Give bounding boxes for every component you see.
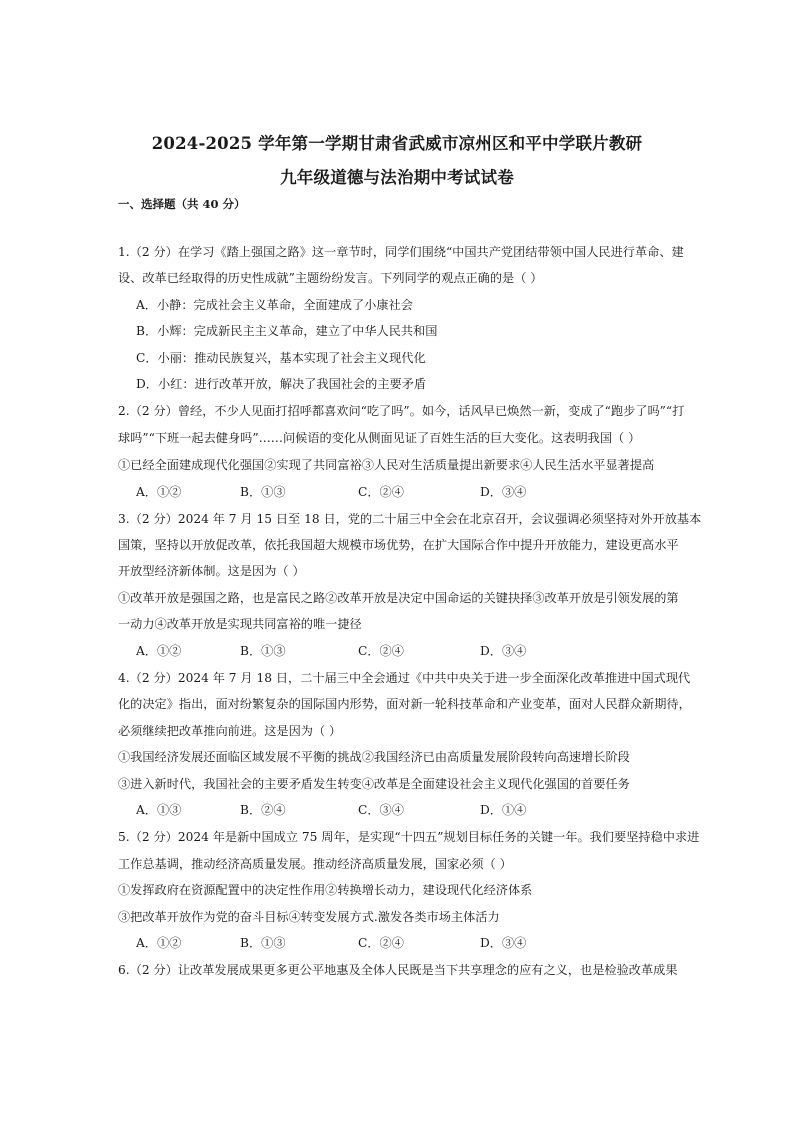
question-5-statements: ③把改革开放作为党的奋斗目标④转变发展方式.激发各类市场主体活力 <box>118 910 500 924</box>
question-4-statements: ①我国经济发展还面临区域发展不平衡的挑战②我国经济已由高质量发展阶段转向高速增长阶段 <box>118 750 630 764</box>
question-5-stem-line: 工作总基调，推动经济高质量发展。推动经济高质量发展，国家必须（ ） <box>118 857 512 871</box>
question-6-stem-line: 6.（2 分）让改革发展成果更多更公平地惠及全体人民既是当下共享理念的应有之义，也是检验改革成果 <box>118 963 678 977</box>
question-4-stem-line: 4.（2 分）2024 年 7 月 18 日，二十届三中全会通过《中共中央关于进一步全面深化改革推进中国式现代 <box>118 671 691 685</box>
question-5-statements: ①发挥政府在资源配置中的决定性作用②转换增长动力，建设现代化经济体系 <box>118 883 533 897</box>
exam-title-line-1: 2024-2025 学年第一学期甘肃省武威市凉州区和平中学联片教研 <box>151 134 643 153</box>
choice-d: D．③④ <box>480 644 527 658</box>
choice-c: C．②④ <box>358 485 404 499</box>
choice-a: A．①② <box>136 485 182 499</box>
exam-title-line-2: 九年级道德与法治期中考试试卷 <box>280 168 514 187</box>
choice-b: B．①③ <box>240 485 286 499</box>
question-5-stem-line: 5.（2 分）2024 年是新中国成立 75 周年，是实现“十四五”规划目标任务的关键一年。我们要坚持稳中求进 <box>118 830 700 844</box>
question-2-stem-line: 球吗”“下班一起去健身吗”……问候语的变化从侧面见证了百姓生活的巨大变化。这表明我国（ ） <box>118 431 641 445</box>
choice-b: B．②④ <box>240 803 286 817</box>
choice-b: B．①③ <box>240 644 286 658</box>
question-3-stem-line: 开放型经济新体制。这是因为（ ） <box>118 564 305 578</box>
question-4-statements: ③进入新时代，我国社会的主要矛盾发生转变④改革是全面建设社会主义现代化强国的首要任务 <box>118 777 630 791</box>
choice-c: C．③④ <box>358 803 404 817</box>
question-3-statements: 一动力④改革开放是实现共同富裕的唯一捷径 <box>118 617 362 631</box>
choice-c: C．②④ <box>358 644 404 658</box>
question-5-choices <box>136 935 656 951</box>
choice-b: B．①③ <box>240 936 286 950</box>
question-4-stem-line: 必须继续把改革推向前进。这是因为（ ） <box>118 724 342 738</box>
choice-a: A．①③ <box>136 803 182 817</box>
question-4-stem-line: 化的决定》指出，面对纷繁复杂的国际国内形势，面对新一轮科技革命和产业变革，面对人民群众新期待， <box>118 697 691 711</box>
question-1-stem-line: 1.（2 分）在学习《踏上强国之路》这一章节时，同学们围绕“中国共产党团结带领中国人民进行革命、建 <box>118 245 684 259</box>
choice-d: D．③④ <box>480 936 527 950</box>
choice-d: D．③④ <box>480 485 527 499</box>
question-2-choices <box>136 484 656 500</box>
choice-d: D．①④ <box>480 803 527 817</box>
question-2-stem-line: 2.（2 分）曾经，不少人见面打招呼都喜欢问“吃了吗”。如今，话风早已焕然一新，变成了“跑步了吗”“打 <box>118 404 685 418</box>
choice-a: A．①② <box>136 936 182 950</box>
question-3-stem-line: 国策，坚持以开放促改革，依托我国超大规模市场优势，在扩大国际合作中提升开放能力，建设更高水平 <box>118 538 679 552</box>
question-2-statements: ①已经全面建成现代化强国②实现了共同富裕③人民对生活质量提出新要求④人民生活水平显著提高 <box>118 458 655 472</box>
question-1-option-c: C．小丽：推动民族复兴，基本实现了社会主义现代化 <box>136 351 426 365</box>
question-3-stem-line: 3.（2 分）2024 年 7 月 15 日至 18 日，党的二十届三中全会在北京召开，会议强调必须坚持对外开放基本 <box>118 512 702 526</box>
question-1-option-d: D．小红：进行改革开放，解决了我国社会的主要矛盾 <box>136 377 427 391</box>
question-1-option-b: B．小辉：完成新民主主义革命，建立了中华人民共和国 <box>136 324 438 338</box>
question-3-statements: ①改革开放是强国之路，也是富民之路②改革开放是决定中国命运的关键抉择③改革开放是引领发展的第 <box>118 591 679 605</box>
choice-a: A．①② <box>136 644 182 658</box>
choice-c: C．②④ <box>358 936 404 950</box>
question-1-option-a: A．小静：完成社会主义革命，全面建成了小康社会 <box>136 298 413 312</box>
section-heading: 一、选择题（共 40 分） <box>118 197 246 211</box>
question-4-choices <box>136 802 656 818</box>
question-3-choices <box>136 643 656 659</box>
question-1-stem-line: 设、改革已经取得的历史性成就”主题纷纷发言。下列同学的观点正确的是（ ） <box>118 271 543 285</box>
